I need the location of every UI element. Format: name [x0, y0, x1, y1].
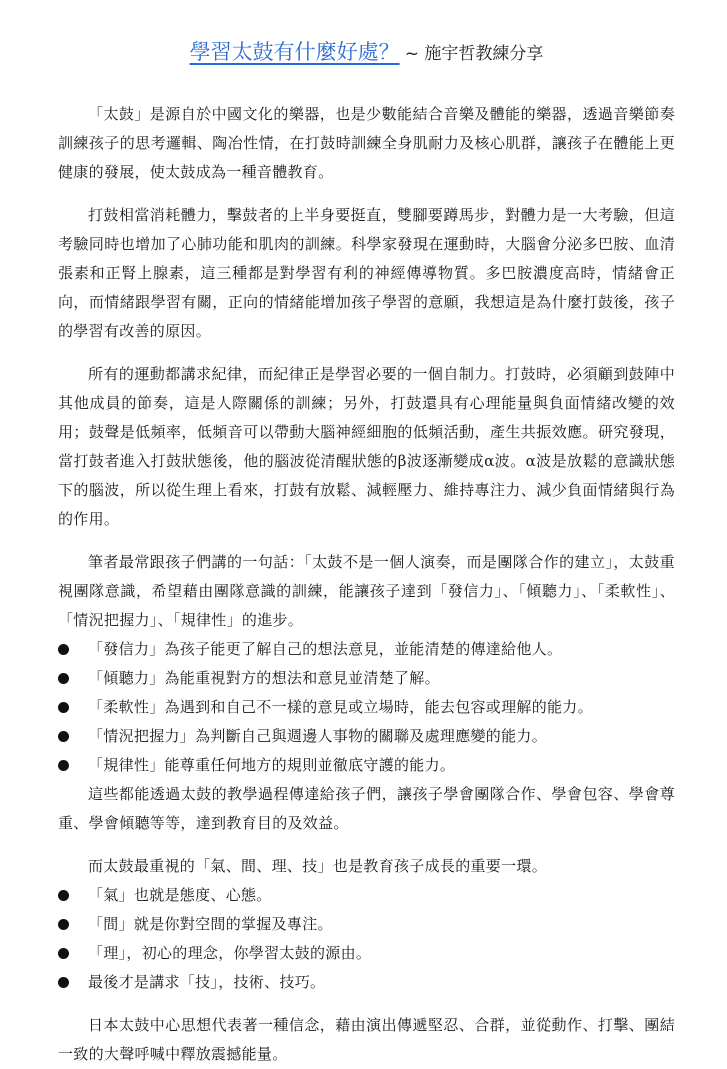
list-item: 「柔軟性」為遇到和自己不一樣的意見或立場時，能去包容或理解的能力。: [58, 693, 675, 722]
bullet-icon: [58, 890, 69, 901]
list-item: 「傾聽力」為能重視對方的想法和意見並清楚了解。: [58, 664, 675, 693]
principles-list: [58, 881, 675, 997]
bullet-icon: [58, 760, 69, 771]
bullet-icon: [58, 919, 69, 930]
abilities-list: [58, 635, 675, 780]
list-item: 最後才是講求「技」，技術、技巧。: [58, 968, 675, 997]
bullet-icon: [58, 673, 69, 684]
list-item: 「氣」也就是態度、心態。: [58, 881, 675, 910]
paragraph-education: 這些都能透過太鼓的教學過程傳達給孩子們，讓孩子學會團隊合作、學會包容、學會尊重、學會傾聽等等，達到教育目的及效益。: [58, 785, 675, 832]
list-item: 「情況把握力」為判斷自己與週邊人事物的關聯及處理應變的能力。: [58, 722, 675, 751]
bullet-icon: [58, 977, 69, 988]
page-title: 學習太鼓有什麼好處？: [189, 40, 400, 64]
bullet-icon: [58, 731, 69, 742]
paragraph-principles: 而太鼓最重視的「氣、間、理、技」也是教育孩子成長的重要一環。: [88, 857, 548, 875]
page-subtitle: ~ 施宇哲教練分享: [404, 44, 544, 64]
bullet-icon: [58, 948, 69, 959]
paragraph-discipline: 所有的運動都講求紀律，而紀律正是學習必要的一個自制力。打鼓時，必須顧到鼓陣中其他成員的節奏，這是人際關係的訓練；另外，打鼓還具有心理能量與負面情緒改變的效用；鼓聲是低頻率，低頻音可以帶動大腦神經細胞的低頻活動，產生共振效應。研究發現，當打鼓者進入打鼓狀態後，他的腦波從清醒狀態的β波逐漸變成α波。α波是放鬆的意識狀態下的腦波，所以從生理上看來，打鼓有放鬆、減輕壓力、維持專注力、減少負面情緒與行為的作用。: [58, 365, 675, 528]
paragraph-intro: 「太鼓」是源自於中國文化的樂器，也是少數能結合音樂及體能的樂器，透過音樂節奏訓練孩子的思考邏輯、陶冶性情，在打鼓時訓練全身肌耐力及核心肌群，讓孩子在體能上更健康的發展，使太鼓成為一種音體教育。: [58, 105, 675, 181]
list-item: 「發信力」為孩子能更了解自己的想法意見，並能清楚的傳達給他人。: [58, 635, 675, 664]
paragraph-teamwork: 筆者最常跟孩子們講的一句話：「太鼓不是一個人演奏，而是團隊合作的建立」，太鼓重視團隊意識，希望藉由團隊意識的訓練，能讓孩子達到「發信力」、「傾聽力」、「柔軟性」、「情況把握力」、「規律性」的進步。: [58, 553, 675, 629]
bullet-icon: [58, 702, 69, 713]
bullet-icon: [58, 644, 69, 655]
list-item: 「間」就是你對空間的掌握及專注。: [58, 910, 675, 939]
title-row: [58, 36, 675, 66]
paragraph-conclusion: 日本太鼓中心思想代表著一種信念，藉由演出傳遞堅忍、合群，並從動作、打擊、團結一致的大聲呼喊中釋放震撼能量。: [58, 1016, 675, 1063]
list-item: 「規律性」能尊重任何地方的規則並徹底守護的能力。: [58, 751, 675, 780]
paragraph-physical: 打鼓相當消耗體力，擊鼓者的上半身要挺直，雙腳要蹲馬步，對體力是一大考驗，但這考驗同時也增加了心肺功能和肌肉的訓練。科學家發現在運動時，大腦會分泌多巴胺、血清張素和正腎上腺素，這三種都是對學習有利的神經傳導物質。多巴胺濃度高時，情緒會正向，而情緒跟學習有關，正向的情緒能增加孩子學習的意願，我想這是為什麼打鼓後，孩子的學習有改善的原因。: [58, 206, 675, 340]
list-item: 「理」，初心的理念，你學習太鼓的源由。: [58, 939, 675, 968]
